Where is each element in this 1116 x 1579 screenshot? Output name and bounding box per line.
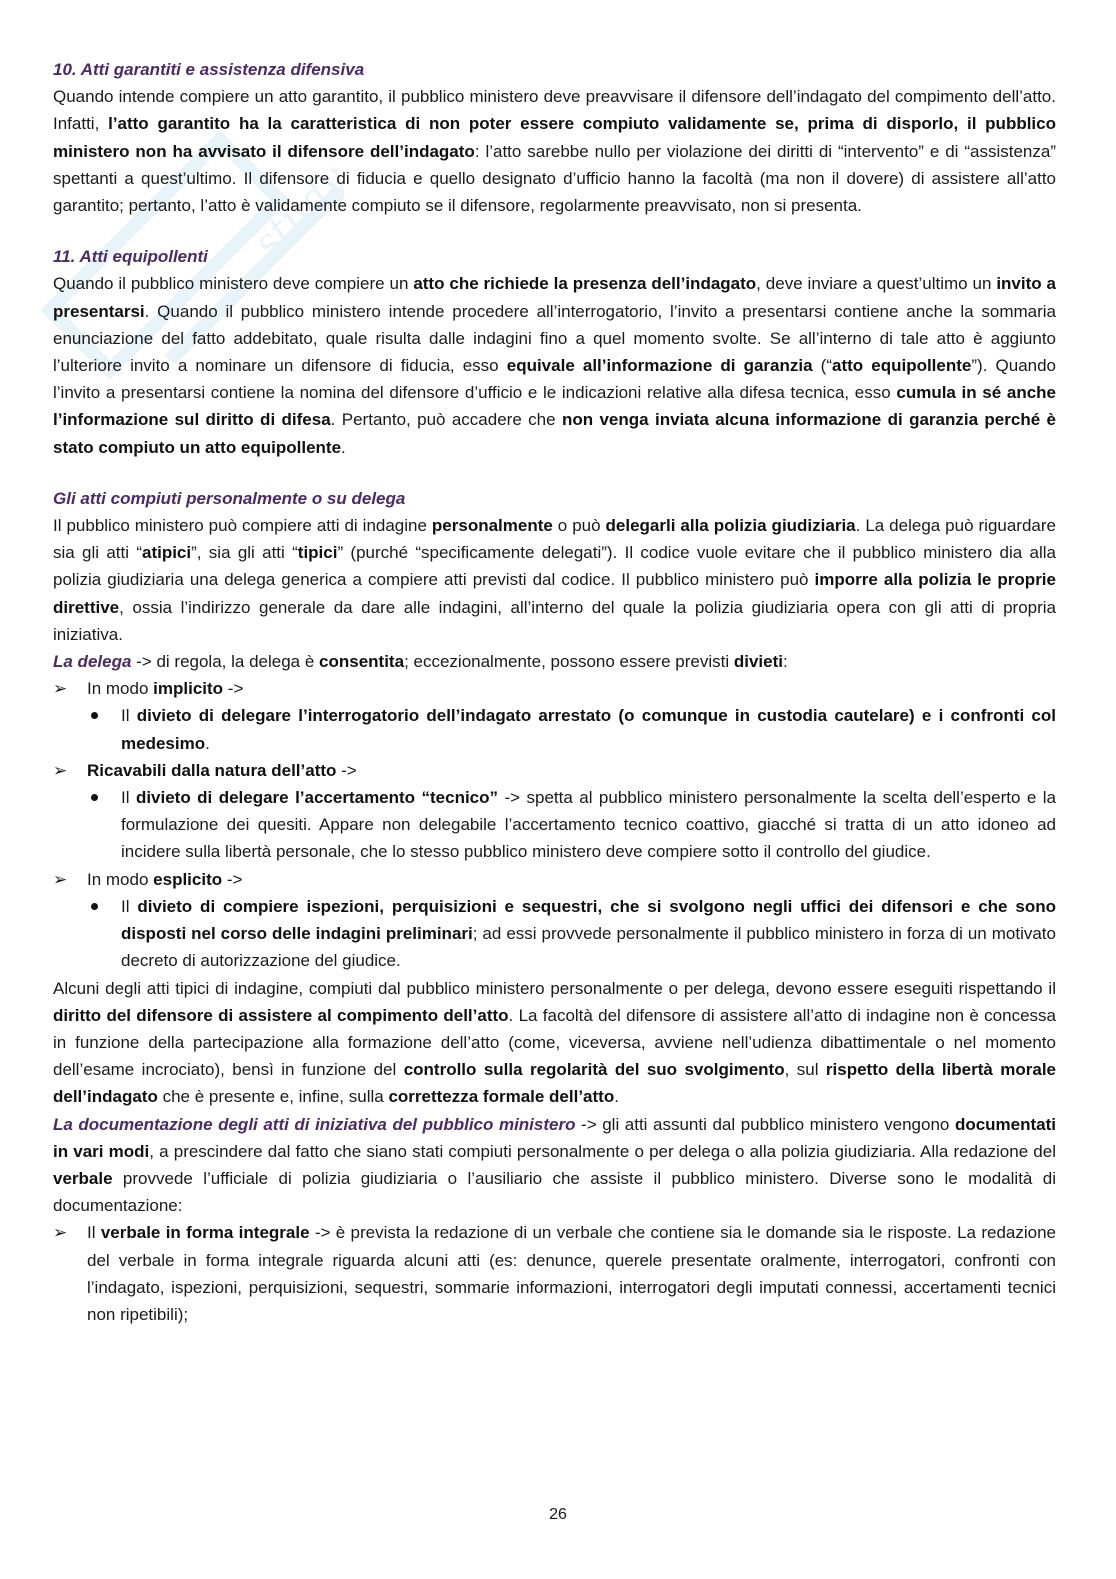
paragraph-documentazione: La documentazione degli atti di iniziativa del pubblico ministero -> gli atti assunti dal pubblico ministero vengono documentati in vari modi, a prescindere dal fatto che siano stati compiuti personalmente o per delega o alla polizia giudiziaria. Alla redazione del verbale provvede l’ufficiale di polizia giudiziaria o l’ausiliario che assiste il pubblico ministero. Diverse sono le modalità di documentazione: [53, 1114, 1056, 1216]
svg-text:study: study [244, 156, 356, 268]
list-item: ➢ In modo implicito -> [53, 675, 1056, 702]
paragraph-la-delega: La delega -> di regola, la delega è consentita; eccezionalmente, possono essere previsti divieti: [53, 652, 788, 672]
paragraph-assistenza-difensore: Alcuni degli atti tipici di indagine, compiuti dal pubblico ministero personalmente o per delega, devono essere eseguiti rispettando il diritto del difensore di assistere al compimento dell’atto. La facoltà del difensore di assistere all’atto di indagine non è concessa in funzione della partecipazione alla formazione dell’atto (come, viceversa, avviene nell’udienza dibattimentale o nel momento dell’esame incrociato), bensì in funzione del controllo sulla regolarità del suo svolgimento, sul rispetto della libertà morale dell’indagato che è presente e, infine, sulla correttezza formale dell’atto. [53, 978, 1056, 1107]
list-item: ➢ Il verbale in forma integrale -> è prevista la redazione di un verbale che contiene sia le domande sia le risposte. La redazione del verbale in forma integrale riguarda alcuni atti (es: denunce, querele presentate oralmente, interrogatori, confronti con l’indagato, ispezioni, perquisizioni, sequestri, sommarie informazioni, interrogatori degli imputati connessi, accertamenti tecnici non ripetibili); [53, 1219, 1056, 1328]
arrow-bullet-icon: ➢ [53, 1223, 68, 1243]
list-item: Il divieto di delegare l’accertamento “tecnico” -> spetta al pubblico ministero personalmente la scelta dell’esperto e la formulazione dei quesiti. Appare non delegabile l’accertamento tecnico coattivo, giacché si tratta di un atto idoneo ad incidere sulla libertà personale, che lo stesso pubblico ministero deve compiere sotto il controllo del giudice. [87, 784, 1056, 866]
paragraph-atti-garantiti: Quando intende compiere un atto garantito, il pubblico ministero deve preavvisare il difensore dell’indagato del compimento dell’atto. Infatti, l’atto garantito ha la caratteristica di non poter essere compiuto validamente se, prima di disporlo, il pubblico ministero non ha avvisato il difensore dell’indagato: l’atto sarebbe nullo per violazione dei diritti di “intervento” e di “assistenza” spettanti a quest’ultimo. Il difensore di fiducia e quello designato d’ufficio hanno la facoltà (ma non il dovere) di assistere all’atto garantito; pertanto, l’atto è validamente compiuto se il difensore, regolarmente preavvisato, non si presenta. [53, 87, 1056, 216]
sub-list [53, 893, 1056, 975]
divieti-list [53, 866, 1056, 893]
bullet-icon [91, 794, 98, 801]
divieti-list [53, 675, 1056, 702]
arrow-bullet-icon: ➢ [53, 679, 68, 699]
sub-list [53, 702, 1056, 756]
section-title-atti-su-delega: Gli atti compiuti personalmente o su delega [53, 488, 406, 508]
list-item: Il divieto di delegare l’interrogatorio dell’indagato arrestato (o comunque in custodia cautelare) e i confronti col medesimo. [87, 702, 1056, 756]
sub-list [53, 784, 1056, 866]
arrow-bullet-icon: ➢ [53, 869, 68, 889]
documentazione-list [53, 1219, 1056, 1328]
list-item: ➢ In modo esplicito -> [53, 866, 1056, 893]
section-title-atti-garantiti: 10. Atti garantiti e assistenza difensiva [53, 60, 365, 79]
list-item: ➢ Ricavabili dalla natura dell’atto -> [53, 757, 1056, 784]
arrow-bullet-icon: ➢ [53, 760, 68, 780]
paragraph-atti-equipollenti: Quando il pubblico ministero deve compiere un atto che richiede la presenza dell’indagato, deve inviare a quest’ultimo un invito a presentarsi. Quando il pubblico ministero intende procedere all’interrogatorio, l’invito a presentarsi contiene anche la sommaria enunciazione del fatto addebitato, quale risulta dalle indagini fino a quel momento svolte. Se all’interno di tale atto è aggiunto l’ulteriore invito a nominare un difensore di fiducia, esso equivale all’informazione di garanzia (“atto equipollente”). Quando l’invito a presentarsi contiene la nomina del difensore d’ufficio e le indicazioni relative alla difesa tecnica, esso cumula in sé anche l’informazione sul diritto di difesa. Pertanto, può accadere che non venga inviata alcuna informazione di garanzia perché è stato compiuto un atto equipollente. [53, 274, 1057, 457]
page-body [53, 56, 1056, 1328]
list-item: Il divieto di compiere ispezioni, perquisizioni e sequestri, che si svolgono negli uffici dei difensori e che sono disposti nel corso delle indagini preliminari; ad essi provvede personalmente il pubblico ministero in forza di un motivato decreto di autorizzazione del giudice. [87, 893, 1056, 975]
divieti-list [53, 757, 1056, 784]
section-title-atti-equipollenti: 11. Atti equipollenti [53, 247, 208, 267]
paragraph-atti-su-delega: Il pubblico ministero può compiere atti di indagine personalmente o può delegarli alla polizia giudiziaria. La delega può riguardare sia gli atti “atipici”, sia gli atti “tipici” (purché “specificamente delegati”). Il codice vuole evitare che il pubblico ministero dia alla polizia giudiziaria una delega generica a compiere atti previsti dal codice. Il pubblico ministero può imporre alla polizia le proprie direttive, ossia l’indirizzo generale da dare alle indagini, all’interno del quale la polizia giudiziaria opera con gli atti di propria iniziativa. [53, 516, 1057, 644]
bullet-icon [91, 903, 98, 910]
bullet-icon [91, 712, 98, 719]
page-number: 26 [549, 1506, 567, 1523]
